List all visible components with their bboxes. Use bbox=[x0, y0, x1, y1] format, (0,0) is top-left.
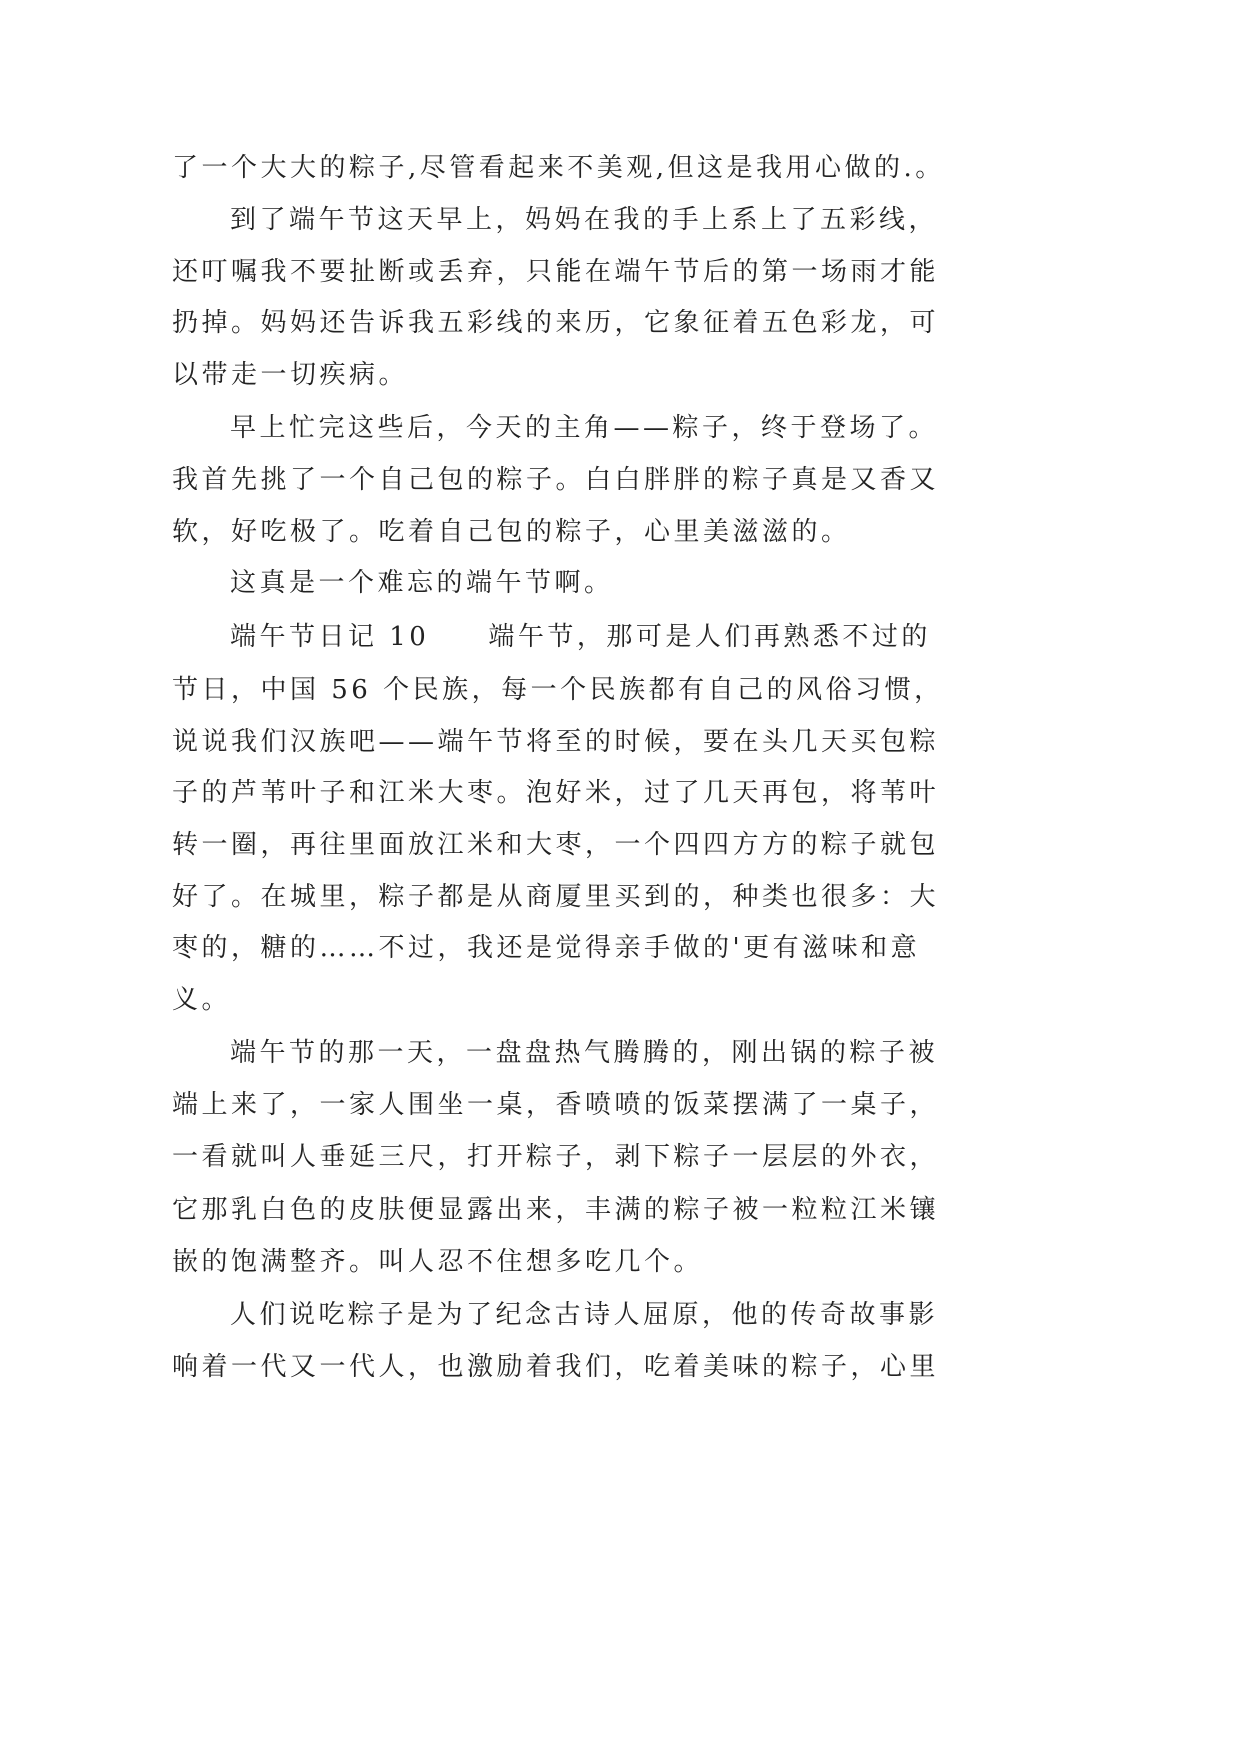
text-line: 人们说吃粽子是为了纪念古诗人屈原，他的传奇故事影 bbox=[230, 1300, 939, 1330]
text-line: 我首先挑了一个自己包的粽子。白白胖胖的粽子真是又香又 bbox=[172, 465, 940, 495]
text-line: 它那乳白色的皮肤便显露出来，丰满的粽子被一粒粒江米镶 bbox=[172, 1195, 940, 1225]
text-line: 端午节的那一天，一盘盘热气腾腾的，刚出锅的粽子被 bbox=[230, 1038, 939, 1068]
text-line: 端午节日记 10 端午节，那可是人们再熟悉不过的 bbox=[230, 622, 931, 652]
text-line: 端上来了，一家人围坐一桌，香喷喷的饭菜摆满了一桌子， bbox=[172, 1090, 940, 1120]
text-line: 枣的，糖的……不过，我还是觉得亲手做的'更有滋味和意 bbox=[172, 933, 921, 963]
text-line: 软，好吃极了。吃着自己包的粽子，心里美滋滋的。 bbox=[172, 517, 851, 547]
text-line: 义。 bbox=[172, 985, 232, 1015]
text-line: 响着一代又一代人，也激励着我们，吃着美味的粽子，心里 bbox=[172, 1352, 940, 1382]
text-line: 节日，中国 56 个民族，每一个民族都有自己的风俗习惯， bbox=[172, 675, 944, 705]
text-line: 还叮嘱我不要扯断或丢弃，只能在端午节后的第一场雨才能 bbox=[172, 257, 940, 287]
text-line: 到了端午节这天早上，妈妈在我的手上系上了五彩线， bbox=[230, 205, 939, 235]
text-line: 以带走一切疾病。 bbox=[172, 360, 409, 390]
text-line: 这真是一个难忘的端午节啊。 bbox=[230, 568, 614, 598]
text-line: 了一个大大的粽子,尽管看起来不美观,但这是我用心做的.。 bbox=[172, 153, 945, 183]
text-line: 嵌的饱满整齐。叫人忍不住想多吃几个。 bbox=[172, 1247, 704, 1277]
text-line: 说说我们汉族吧——端午节将至的时候，要在头几天买包粽 bbox=[172, 727, 940, 757]
text-line: 一看就叫人垂延三尺，打开粽子，剥下粽子一层层的外衣， bbox=[172, 1142, 940, 1172]
text-line: 子的芦苇叶子和江米大枣。泡好米，过了几天再包，将苇叶 bbox=[172, 778, 940, 808]
text-line: 扔掉。妈妈还告诉我五彩线的来历，它象征着五色彩龙，可 bbox=[172, 308, 940, 338]
text-line: 转一圈，再往里面放江米和大枣，一个四四方方的粽子就包 bbox=[172, 830, 940, 860]
text-line: 好了。在城里，粽子都是从商厦里买到的，种类也很多：大 bbox=[172, 882, 940, 912]
text-line: 早上忙完这些后，今天的主角——粽子，终于登场了。 bbox=[230, 413, 939, 443]
